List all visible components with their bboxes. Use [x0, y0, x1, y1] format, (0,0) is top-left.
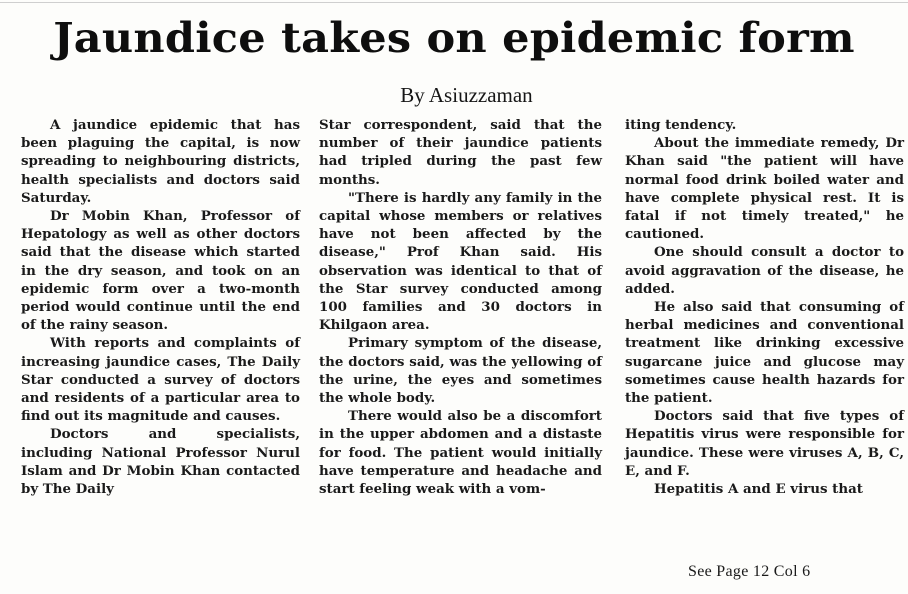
paragraph: A jaundice epidemic that has been plaguing the capital, is now spreading to neighbouring districts, health specialists and doctors said Saturday. — [21, 117, 300, 206]
paragraph: "There is hardly any family in the capital whose members or relatives have not been affected by the disease," Prof Khan said. His observation was identical to that of the Star survey conducted among 100 families and 30 doctors in Khilgaon area. — [319, 189, 602, 334]
paragraph: Star correspondent, said that the number of their jaundice patients had tripled during the past few months. — [319, 117, 602, 188]
top-rule — [0, 2, 908, 3]
paragraph: Doctors and specialists, including National Professor Nurul Islam and Dr Mobin Khan contacted by The Daily — [21, 426, 300, 498]
paragraph: One should consult a doctor to avoid aggravation of the disease, he added. — [625, 244, 904, 297]
article-column-2 — [319, 116, 602, 498]
paragraph: Doctors said that five types of Hepatitis virus were responsible for jaundice. These were viruses A, B, C, E, and F. — [625, 408, 904, 479]
byline: By Asiuzzaman — [400, 83, 533, 107]
paragraph: Primary symptom of the disease, the doctors said, was the yellowing of the urine, the eyes and sometimes the whole body. — [319, 335, 602, 407]
headline: Jaundice takes on epidemic form — [53, 14, 855, 62]
paragraph: There would also be a discomfort in the upper abdomen and a distaste for food. The patient would initially have temperature and headache and start feeling weak with a vom- — [319, 408, 602, 498]
continuation-jump-line: See Page 12 Col 6 — [688, 563, 811, 580]
article-column-3 — [625, 116, 904, 498]
paragraph: He also said that consuming of herbal medicines and conventional treatment like drinking excessive sugarcane juice and glucose may sometimes cause health hazards for the patient. — [625, 299, 904, 407]
paragraph: Dr Mobin Khan, Professor of Hepatology as well as other doctors said that the disease which started in the dry season, and took on an epidemic form over a two-month period would continue until the end of the rainy season. — [21, 208, 300, 334]
paragraph: Hepatitis A and E virus that — [654, 481, 863, 498]
paragraph: About the immediate remedy, Dr Khan said "the patient will have normal food drink boiled water and have complete physical rest. It is fatal if not timely treated," he cautioned. — [625, 135, 904, 243]
article-column-1 — [21, 116, 300, 498]
paragraph: iting tendency. — [625, 117, 737, 133]
paragraph: With reports and complaints of increasing jaundice cases, The Daily Star conducted a survey of doctors and residents of a particular area to find out its magnitude and causes. — [21, 335, 300, 425]
